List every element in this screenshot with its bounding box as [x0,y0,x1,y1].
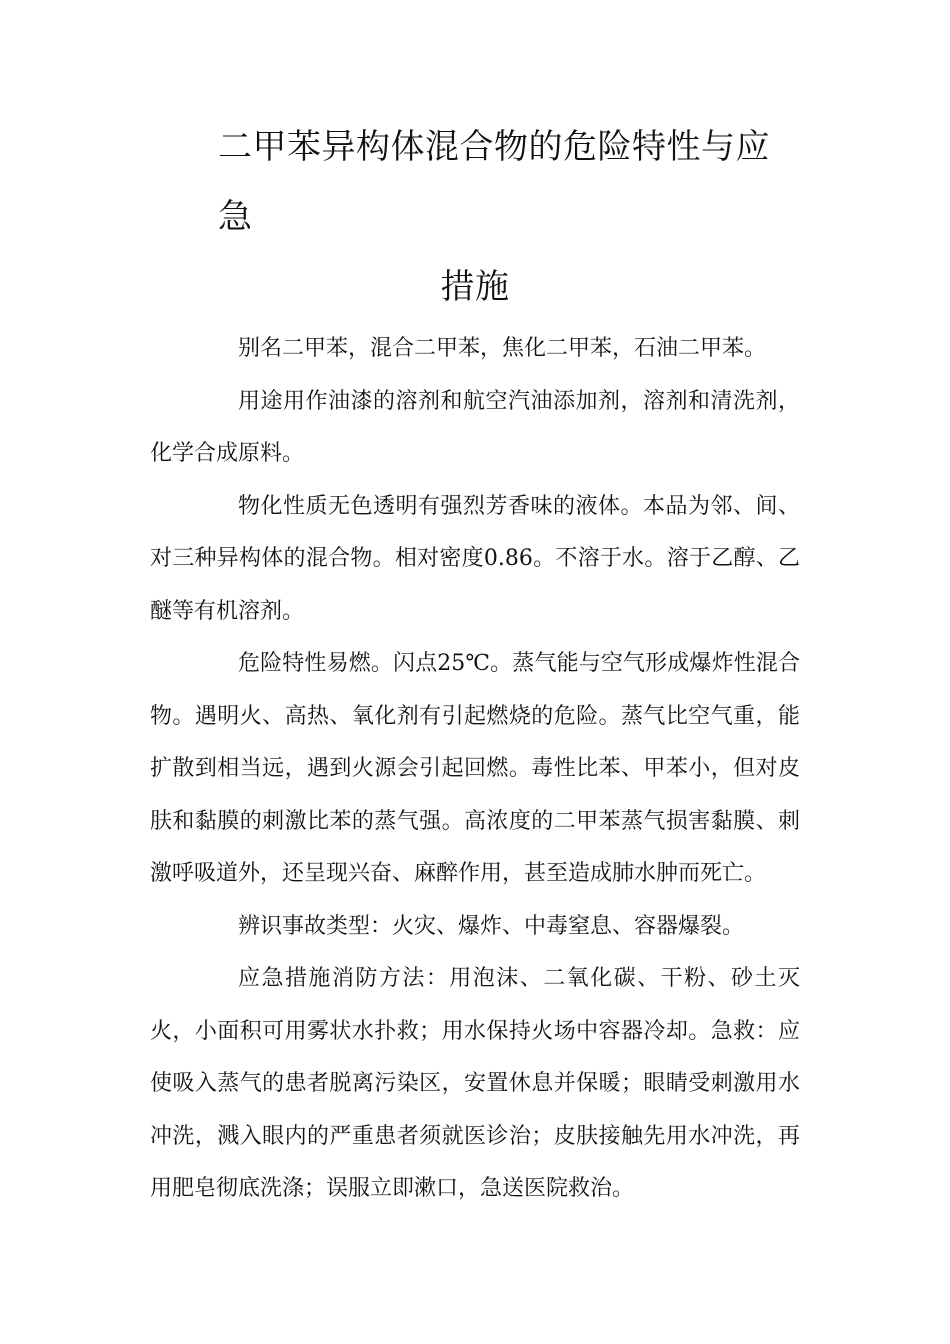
paragraph-hazards: 危险特性易燃。闪点25℃。蒸气能与空气形成爆炸性混合物。遇明火、高热、氧化剂有引起燃烧的危险。蒸气比空气重，能扩散到相当远，遇到火源会引起回燃。毒性比苯、甲苯小，但对皮肤和黏膜的刺激比苯的蒸气强。高浓度的二甲苯蒸气损害黏膜、刺激呼吸道外，还呈现兴奋、麻醉作用，甚至造成肺水肿而死亡。 [150,651,800,886]
paragraph-properties: 物化性质无色透明有强烈芳香味的液体。本品为邻、间、对三种异构体的混合物。相对密度0.86。不溶于水。溶于乙醇、乙醚等有机溶剂。 [150,493,800,624]
paragraph-alias: 别名二甲苯，混合二甲苯，焦化二甲苯，石油二甲苯。 [238,336,767,361]
title-line-2: 措施 [440,267,510,307]
paragraph-emergency-measures: 应急措施消防方法：用泡沫、二氧化碳、干粉、砂土灭火，小面积可用雾状水扑救；用水保持火场中容器冷却。急救：应使吸入蒸气的患者脱离污染区，安置休息并保暖；眼睛受刺激用水冲洗，溅入眼内的严重患者须就医诊治；皮肤接触先用水冲洗，再用肥皂彻底洗涤；误服立即漱口，急送医院救治。 [150,966,800,1201]
document-body [150,323,800,1216]
title-line-1: 二甲苯异构体混合物的危险特性与应急 [218,127,770,237]
paragraph-accident-types: 辨识事故类型：火灾、爆炸、中毒窒息、容器爆裂。 [238,913,745,939]
paragraph-usage: 用途用作油漆的溶剂和航空汽油添加剂，溶剂和清洗剂，化学合成原料。 [150,388,800,466]
document-title [150,112,800,322]
